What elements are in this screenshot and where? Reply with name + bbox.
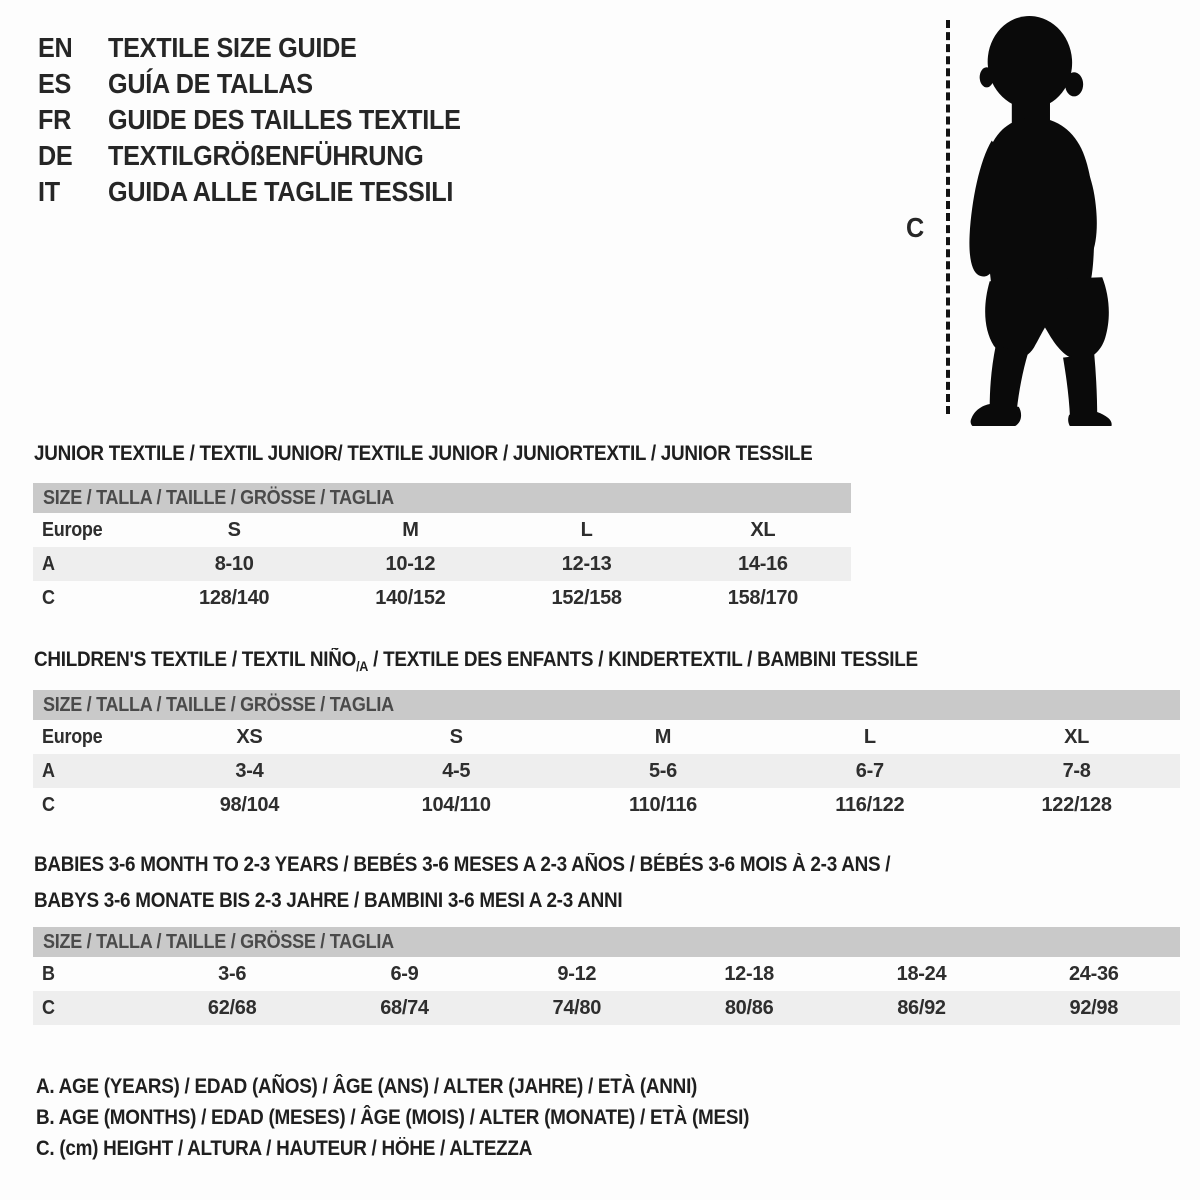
height-value: 152/158: [551, 586, 622, 609]
size-value: S: [227, 518, 241, 541]
height-value: 158/170: [727, 586, 798, 609]
age-value: 6-7: [855, 759, 884, 782]
lang-title-es: GUÍA DE TALLAS: [108, 68, 313, 99]
children-size-header-bar: [33, 690, 1180, 720]
height-value: 86/92: [897, 996, 946, 1019]
children-heading-text: [34, 642, 918, 684]
height-measure-dashed-line: [946, 20, 950, 414]
row-label: Europe: [42, 725, 103, 748]
junior-row-age: [33, 547, 851, 581]
children-heading-part2: / TEXTILE DES ENFANTS / KINDERTEXTIL / BAMBINI TESSILE: [368, 648, 918, 671]
lang-row-es: [38, 66, 500, 102]
legend-line-c: [36, 1133, 828, 1164]
children-heading-part1: CHILDREN'S TEXTILE / TEXTIL NIÑO: [34, 648, 357, 671]
children-row-age: [33, 754, 1180, 788]
children-section-heading: [34, 642, 1016, 684]
language-title-list: [38, 30, 500, 210]
age-value: 6-9: [390, 962, 419, 985]
lang-code-de: DE: [38, 140, 73, 171]
junior-row-height: [33, 581, 851, 615]
height-value: 116/122: [835, 793, 905, 816]
lang-row-it: [38, 174, 500, 210]
height-value: 98/104: [219, 793, 280, 816]
height-value: 104/110: [421, 793, 491, 816]
lang-code-en: EN: [38, 32, 73, 63]
size-value: XL: [1064, 725, 1090, 748]
size-value: S: [449, 725, 463, 748]
height-value: 62/68: [207, 996, 257, 1019]
height-value: 122/128: [1041, 793, 1112, 816]
age-value: 14-16: [738, 552, 788, 575]
babies-size-header-bar: [33, 927, 1180, 957]
size-value: L: [580, 518, 593, 541]
junior-section-heading: [34, 436, 899, 472]
babies-heading-line2: BABYS 3-6 MONATE BIS 2-3 JAHRE / BAMBINI 3-6 MESI A 2-3 ANNI: [34, 889, 623, 912]
legend-line-b-text: B. AGE (MONTHS) / EDAD (MESES) / ÂGE (MOIS) / ALTER (MONATE) / ETÀ (MESI): [36, 1106, 750, 1129]
babies-row-height: [33, 991, 1180, 1025]
age-value: 3-4: [235, 759, 264, 782]
height-value: 110/116: [628, 793, 697, 816]
age-value: 18-24: [896, 962, 947, 985]
junior-size-header-bar: [33, 483, 851, 513]
lang-code-es: ES: [38, 68, 72, 99]
lang-title-en: TEXTILE SIZE GUIDE: [108, 32, 357, 63]
lang-row-de: [38, 138, 500, 174]
babies-section-heading: [34, 847, 985, 919]
age-value: 12-18: [724, 962, 774, 985]
age-value: 7-8: [1062, 759, 1091, 782]
row-label: B: [42, 962, 55, 985]
babies-row-age-months: [33, 957, 1180, 991]
children-row-europe: [33, 720, 1180, 754]
babies-size-table: [33, 927, 1180, 1025]
junior-heading-text: JUNIOR TEXTILE / TEXTIL JUNIOR/ TEXTILE JUNIOR / JUNIORTEXTIL / JUNIOR TESSILE: [34, 442, 813, 465]
junior-size-table: [33, 483, 851, 615]
lang-title-de: TEXTILGRÖßENFÜHRUNG: [108, 140, 424, 171]
babies-size-header-text: SIZE / TALLA / TAILLE / GRÖSSE / TAGLIA: [43, 930, 394, 953]
height-value: 74/80: [552, 996, 602, 1019]
legend-line-a-text: A. AGE (YEARS) / EDAD (AÑOS) / ÂGE (ANS) / ALTER (JAHRE) / ETÀ (ANNI): [36, 1075, 698, 1098]
age-value: 24-36: [1068, 962, 1119, 985]
lang-code-fr: FR: [38, 104, 72, 135]
size-value: L: [863, 725, 876, 748]
age-value: 9-12: [557, 962, 597, 985]
children-size-header-text: SIZE / TALLA / TAILLE / GRÖSSE / TAGLIA: [43, 693, 394, 716]
lang-row-en: [38, 30, 500, 66]
junior-size-header-text: SIZE / TALLA / TAILLE / GRÖSSE / TAGLIA: [43, 486, 394, 509]
height-measure-label-c: C: [906, 212, 924, 243]
lang-row-fr: [38, 102, 500, 138]
row-label: A: [42, 552, 55, 575]
age-value: 10-12: [385, 552, 436, 575]
age-value: 3-6: [218, 962, 247, 985]
legend-line-a: [36, 1071, 828, 1102]
junior-row-europe: [33, 513, 851, 547]
babies-heading-line1: BABIES 3-6 MONTH TO 2-3 YEARS / BEBÉS 3-6 MESES A 2-3 AÑOS / BÉBÉS 3-6 MOIS À 2-3 ANS /: [34, 853, 891, 876]
height-value: 92/98: [1069, 996, 1119, 1019]
height-value: 80/86: [724, 996, 774, 1019]
age-value: 5-6: [648, 759, 677, 782]
age-value: 4-5: [442, 759, 471, 782]
row-label: A: [42, 759, 55, 782]
size-value: XS: [236, 725, 263, 748]
legend-line-b: [36, 1102, 828, 1133]
size-value: M: [402, 518, 419, 541]
lang-title-it: GUIDA ALLE TAGLIE TESSILI: [108, 176, 454, 207]
children-row-height: [33, 788, 1180, 822]
toddler-silhouette-image: [964, 14, 1140, 426]
row-label: C: [42, 996, 55, 1019]
age-value: 12-13: [561, 552, 612, 575]
children-heading-subscript: /A: [356, 658, 369, 674]
lang-title-fr: GUIDE DES TAILLES TEXTILE: [108, 104, 461, 135]
row-label: C: [42, 586, 55, 609]
children-size-table: [33, 690, 1180, 822]
height-value: 140/152: [375, 586, 446, 609]
age-value: 8-10: [214, 552, 254, 575]
legend-block: [36, 1071, 828, 1164]
row-label: Europe: [42, 518, 103, 541]
height-value: 68/74: [380, 996, 429, 1019]
size-value: M: [654, 725, 672, 748]
height-value: 128/140: [199, 586, 270, 609]
legend-line-c-text: C. (cm) HEIGHT / ALTURA / HAUTEUR / HÖHE / ALTEZZA: [36, 1137, 533, 1160]
size-value: XL: [750, 518, 776, 541]
lang-code-it: IT: [38, 176, 60, 207]
row-label: C: [42, 793, 55, 816]
